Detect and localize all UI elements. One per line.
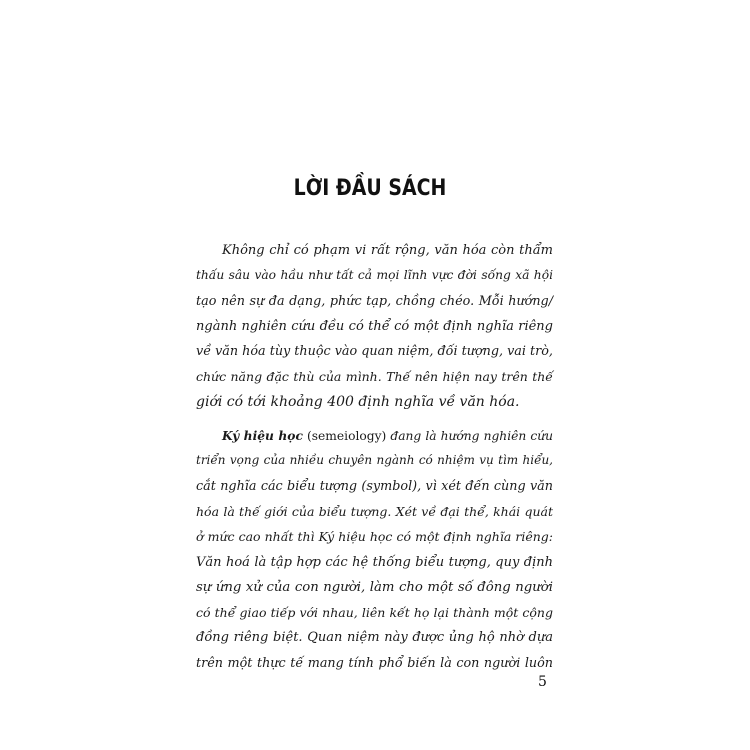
line-continuation: đang là hướng nghiên cứu bbox=[390, 429, 553, 444]
body-text bbox=[196, 238, 553, 676]
page-number: 5 bbox=[538, 674, 547, 690]
text-line: giới có tới khoảng 400 định nghĩa về văn hóa. bbox=[196, 393, 520, 410]
text-line: sự ứng xử của con người, làm cho một số đông người bbox=[196, 579, 553, 595]
text-line: trên một thực tế mang tính phổ biến là con người luôn bbox=[196, 655, 553, 671]
term-semiotics: Ký hiệu học bbox=[222, 428, 303, 444]
paragraph-2 bbox=[196, 423, 553, 676]
text-line: về văn hóa tùy thuộc vào quan niệm, đối tượng, vai trò, bbox=[196, 344, 553, 360]
text-line: có thể giao tiếp với nhau, liên kết họ lại thành một cộng bbox=[196, 605, 553, 621]
text-line: Không chỉ có phạm vi rất rộng, văn hóa còn thẩm bbox=[222, 243, 553, 258]
text-line: đồng riêng biệt. Quan niệm này được ủng hộ nhờ dựa bbox=[196, 630, 553, 646]
text-line: hóa là thế giới của biểu tượng. Xét về đại thể, khái quát bbox=[196, 503, 553, 519]
text-line: triển vọng của nhiều chuyên ngành có nhiệm vụ tìm hiểu, bbox=[196, 453, 553, 468]
text-line: cắt nghĩa các biểu tượng (symbol), vì xét đến cùng văn bbox=[196, 478, 553, 494]
chapter-title: LỜI ĐẦU SÁCH bbox=[293, 176, 447, 201]
text-line: tạo nên sự đa dạng, phức tạp, chồng chéo. Mỗi hướng/ bbox=[196, 293, 553, 309]
text-line: ngành nghiên cứu đều có thể có một định nghĩa riêng bbox=[196, 318, 553, 334]
text-line: chức năng đặc thù của mình. Thế nên hiện nay trên thế bbox=[196, 369, 553, 385]
paragraph-1 bbox=[196, 238, 553, 415]
text-line: Văn hoá là tập hợp các hệ thống biểu tượng, quy định bbox=[196, 554, 553, 570]
text-line: ở mức cao nhất thì Ký hiệu học có một định nghĩa riêng: bbox=[196, 529, 553, 545]
text-line: thấu sâu vào hầu như tất cả mọi lĩnh vực đời sống xã hội bbox=[196, 268, 553, 283]
term-note: (semeiology) bbox=[306, 429, 387, 444]
text-line-with-term bbox=[196, 423, 553, 448]
